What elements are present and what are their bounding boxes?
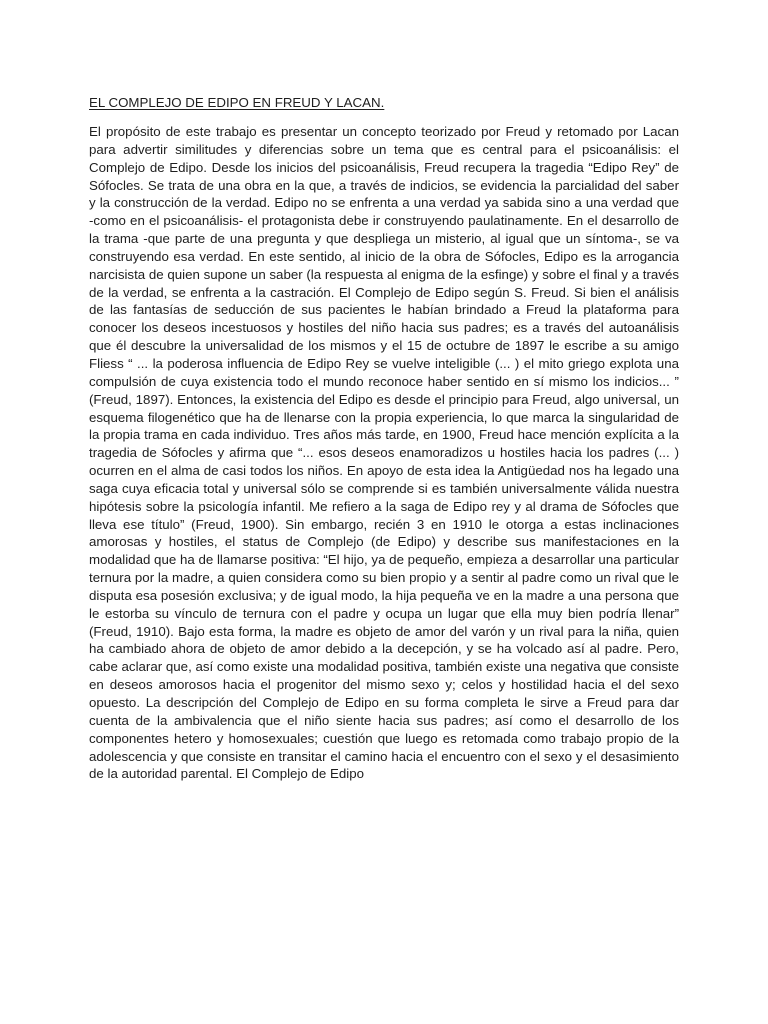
- body-paragraph: El propósito de este trabajo es presentar un concepto teorizado por Freud y retomado por Lacan para advertir similitudes y diferencias sobre un tema que es central para el psicoanálisis: el Complejo de Edipo. Desde los inicios del psicoanálisis, Freud recupera la tragedia “Edipo Rey” de Sófocles. Se trata de una obra en la que, a través de indicios, se evidencia la parcialidad del saber y la construcción de la verdad. Edipo no se enfrenta a una verdad ya sabida sino a una verdad que -como en el psicoanálisis- el protagonista debe ir construyendo paulatinamente. En el desarrollo de la trama -que parte de una pregunta y que despliega un misterio, al igual que un síntoma-, se va construyendo esa verdad. En este sentido, al inicio de la obra de Sófocles, Edipo es la arrogancia narcisista de quien supone un saber (la respuesta al enigma de la esfinge) y sobre el final y a través de la verdad, se enfrenta a la castración. El Complejo de Edipo según S. Freud. Si bien el análisis de las fantasías de seducción de sus pacientes le habían brindado a Freud la plataforma para conocer los deseos incestuosos y hostiles del niño hacia sus padres; es a través del autoanálisis que él descubre la universalidad de los mismos y el 15 de octubre de 1897 le escribe a su amigo Fliess “ ... la poderosa influencia de Edipo Rey se vuelve inteligible (... ) el mito griego explota una compulsión de cuya existencia todo el mundo reconoce haber sentido en sí mismo los indicios... ” (Freud, 1897). Entonces, la existencia del Edipo es desde el principio para Freud, algo universal, un esquema filogenético que ha de llenarse con la propia experiencia, lo que marca la singularidad de la propia trama en cada individuo. Tres años más tarde, en 1900, Freud hace mención explícita a la tragedia de Sófocles y afirma que “... esos deseos enamoradizos u hostiles hacia los padres (... ) ocurren en el alma de casi todos los niños. En apoyo de esta idea la Antigüedad nos ha legado una saga cuya eficacia total y universal sólo se comprende si es también universalmente válida nuestra hipótesis sobre la psicología infantil. Me refiero a la saga de Edipo rey y al drama de Sófocles que lleva ese título” (Freud, 1900). Sin embargo, recién 3 en 1910 le otorga a estas inclinaciones amorosas y hostiles, el status de Complejo (de Edipo) y describe sus manifestaciones en la modalidad que ha de llamarse positiva: “El hijo, ya de pequeño, empieza a desarrollar una particular ternura por la madre, a quien considera como su bien propio y a sentir al padre como un rival que le disputa esa posesión exclusiva; y de igual modo, la hija pequeña ve en la madre a una persona que le estorba su vínculo de ternura con el padre y ocupa un lugar que ella muy bien podría llenar” (Freud, 1910). Bajo esta forma, la madre es objeto de amor del varón y un rival para la niña, quien ha cambiado ahora de objeto de amor debido a la decepción, y se ha volcado así al padre. Pero, cabe aclarar que, así como existe una modalidad positiva, también existe una negativa que consiste en deseos amorosos hacia el progenitor del mismo sexo y; celos y hostilidad hacia el del sexo opuesto. La descripción del Complejo de Edipo en su forma completa le sirve a Freud para dar cuenta de la ambivalencia que el niño siente hacia sus padres; así como el desarrollo de los componentes hetero y homosexuales; cuestión que luego es retomada como trabajo propio de la adolescencia y que consiste en transitar el camino hacia el encuentro con el sexo y el desasimiento de la autoridad parental. El Complejo de Edipo: [89, 124, 679, 782]
- document-title: EL COMPLEJO DE EDIPO EN FREUD Y LACAN.: [89, 95, 385, 110]
- document-page: [89, 94, 679, 783]
